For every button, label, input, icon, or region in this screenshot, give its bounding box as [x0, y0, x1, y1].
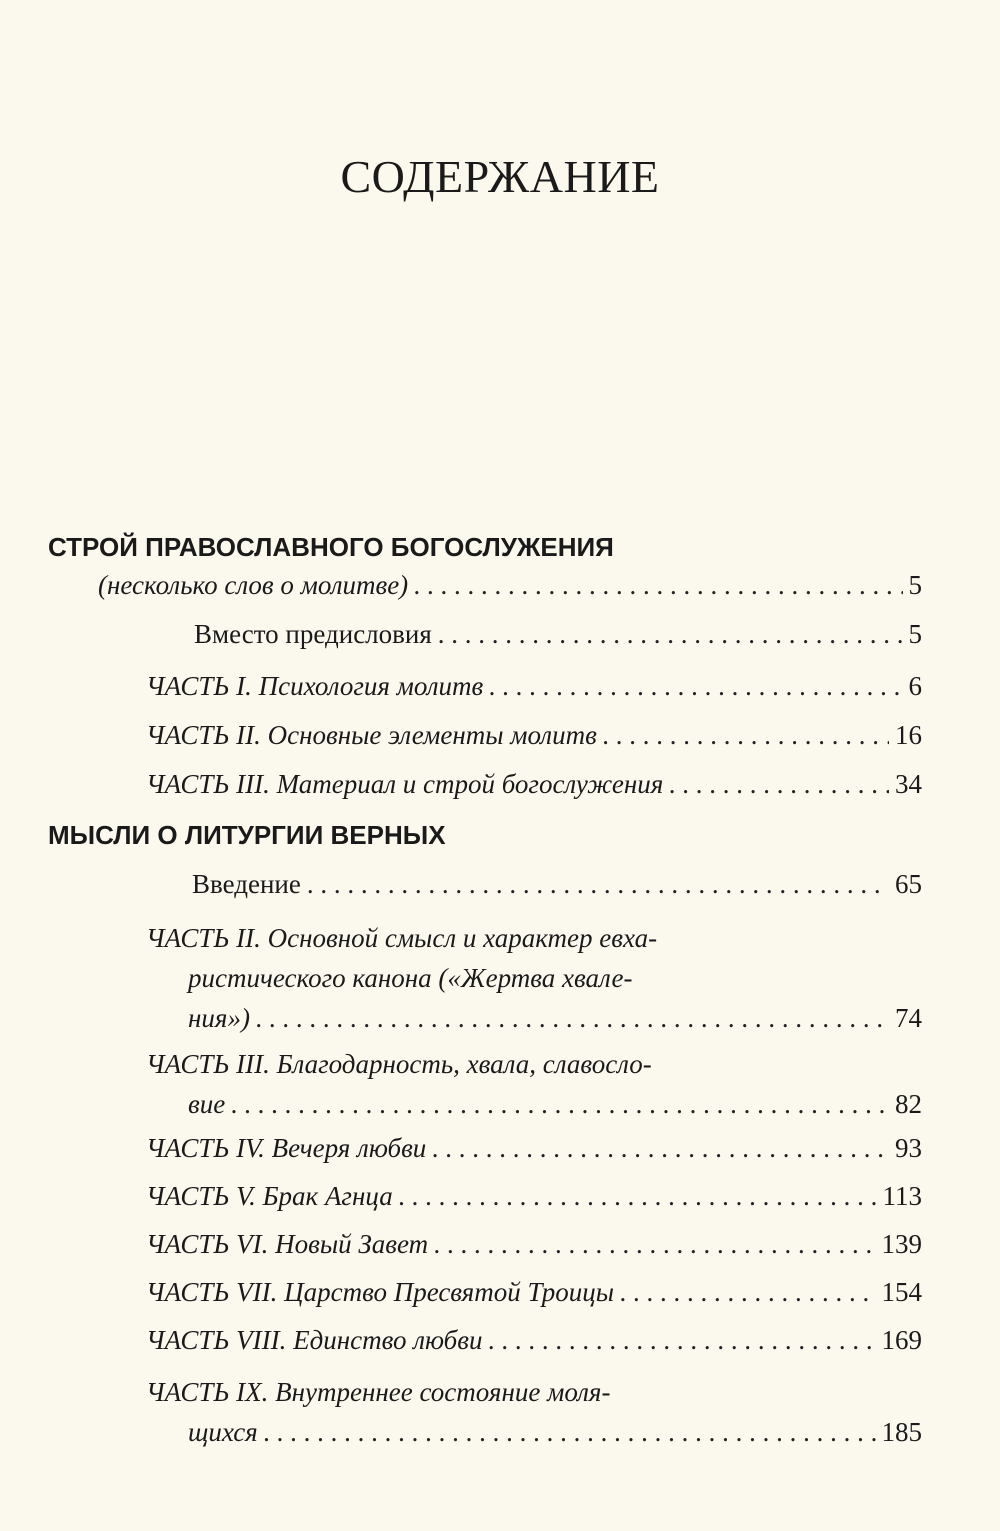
toc-entry[interactable]: [146, 1128, 922, 1168]
toc-entry[interactable]: [194, 614, 922, 654]
toc-entry-title: ЧАСТЬ VIII. Единство любви: [146, 1325, 483, 1355]
toc-entry-line: ЧАСТЬ II. Основной смысл и характер евха-: [146, 923, 658, 953]
toc-entry-line: ристического канона («Жертва хвале-: [188, 963, 633, 993]
toc-entry-title: (несколько слов о молитве): [98, 570, 409, 600]
section-heading-2: МЫСЛИ О ЛИТУРГИИ ВЕРНЫХ: [48, 820, 446, 850]
toc-entry[interactable]: [146, 1044, 922, 1124]
toc-entry-title: ЧАСТЬ VI. Новый Завет: [146, 1229, 429, 1259]
leader-dots: [489, 1320, 876, 1360]
leader-dots: [669, 764, 889, 804]
toc-page-number: 185: [881, 1417, 922, 1447]
leader-dots: [489, 666, 902, 706]
page-title: СОДЕРЖАНИЕ: [340, 151, 660, 202]
leader-dots: [434, 1224, 875, 1264]
section-heading-1: СТРОЙ ПРАВОСЛАВНОГО БОГОСЛУЖЕНИЯ: [48, 532, 614, 562]
toc-entry-title: вие: [188, 1089, 226, 1119]
toc-entry[interactable]: [192, 864, 922, 904]
toc-entry-title: ЧАСТЬ VII. Царство Пресвятой Троицы: [146, 1277, 615, 1307]
leader-dots: [432, 1128, 889, 1168]
toc-page-number: 34: [895, 769, 922, 799]
leader-dots: [438, 614, 903, 654]
leader-dots: [603, 715, 889, 755]
toc-page-number: 16: [895, 720, 922, 750]
toc-page-number: 5: [908, 619, 922, 649]
toc-entry[interactable]: [146, 1372, 922, 1452]
leader-dots: [399, 1176, 877, 1216]
toc-entry[interactable]: [146, 1320, 922, 1360]
toc-entry[interactable]: [146, 918, 922, 1038]
toc-entry[interactable]: [98, 565, 922, 605]
toc-entry-line: ЧАСТЬ III. Благодарность, хвала, славосло-: [146, 1049, 652, 1079]
toc-entry-title: ния»): [188, 1003, 250, 1033]
toc-entry-title: ЧАСТЬ II. Основные элементы молитв: [146, 720, 597, 750]
toc-entry-title: ЧАСТЬ I. Психология молитв: [146, 671, 484, 701]
toc-page-number: 139: [881, 1229, 922, 1259]
toc-page-number: 74: [895, 1003, 922, 1033]
leader-dots: [231, 1084, 889, 1124]
toc-page-number: 93: [895, 1133, 922, 1163]
toc-page-number: 5: [908, 570, 922, 600]
toc-entry[interactable]: [146, 1176, 922, 1216]
toc-entry[interactable]: [146, 715, 922, 755]
toc-entry-title: Введение: [192, 869, 301, 899]
toc-entry-title: Вместо предисловия: [194, 619, 432, 649]
toc-page-number: 154: [881, 1277, 922, 1307]
leader-dots: [414, 565, 902, 605]
toc-entry-title: ЧАСТЬ V. Брак Агнца: [146, 1181, 393, 1211]
toc-entry-line: ЧАСТЬ IX. Внутреннее состояние моля-: [146, 1377, 611, 1407]
toc-page-number: 113: [882, 1181, 922, 1211]
toc-entry[interactable]: [146, 1272, 922, 1312]
toc-page-number: 169: [881, 1325, 922, 1355]
toc-entry-title: щихся: [188, 1417, 258, 1447]
toc-entry-title: ЧАСТЬ III. Материал и строй богослужения: [146, 769, 664, 799]
leader-dots: [256, 998, 889, 1038]
toc-entry-title: ЧАСТЬ IV. Вечеря любви: [146, 1133, 427, 1163]
toc-entry[interactable]: [146, 1224, 922, 1264]
leader-dots: [307, 864, 889, 904]
toc-entry[interactable]: [146, 666, 922, 706]
leader-dots: [620, 1272, 875, 1312]
toc-entry[interactable]: [146, 764, 922, 804]
toc-page-number: 65: [895, 869, 922, 899]
toc-page-number: 6: [908, 671, 922, 701]
leader-dots: [264, 1412, 876, 1452]
toc-page-number: 82: [895, 1089, 922, 1119]
